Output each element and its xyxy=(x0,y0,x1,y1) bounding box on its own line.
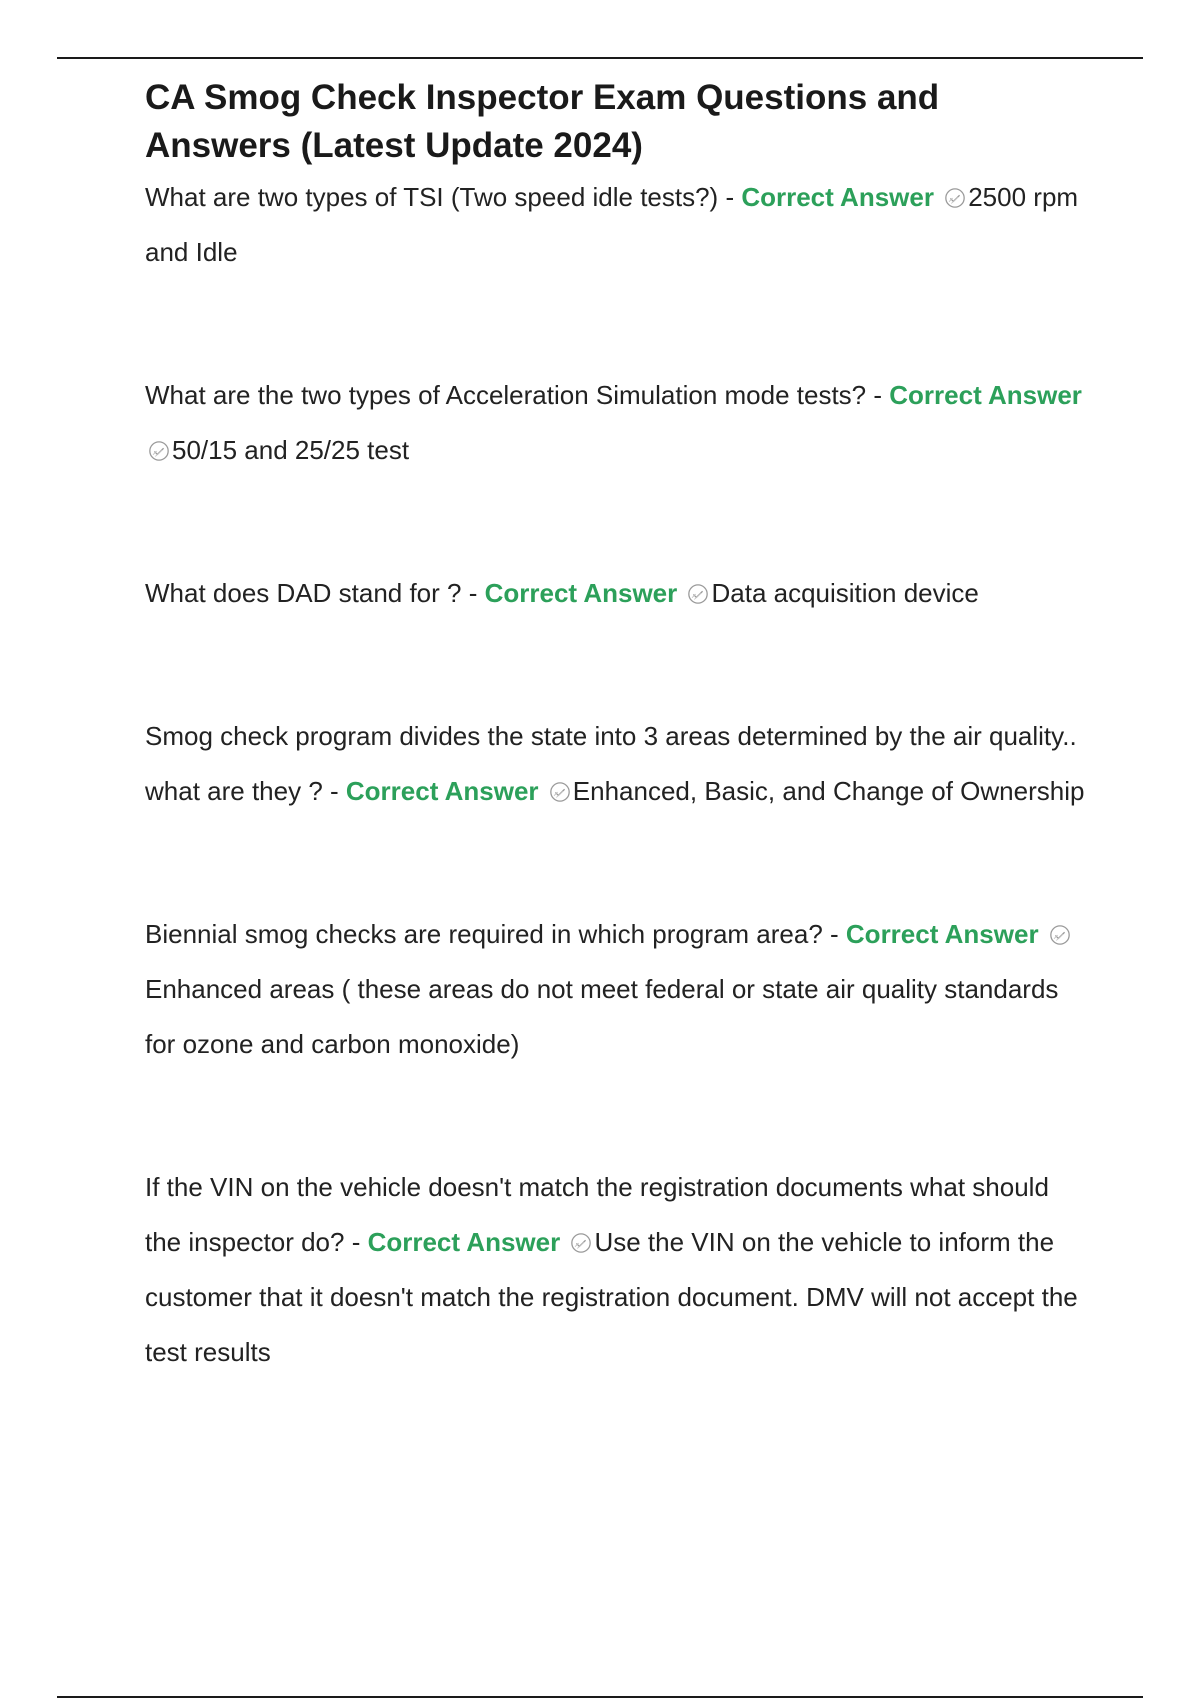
answer-text: Data acquisition device xyxy=(711,578,979,608)
answer-text: Enhanced, Basic, and Change of Ownership xyxy=(572,776,1085,806)
question-text: Smog check program divides the state into 3 areas determined by the air quality.. what are they ? - xyxy=(145,721,1077,806)
qa-item-4 xyxy=(145,709,1090,819)
question-text: What are two types of TSI (Two speed idle tests?) - xyxy=(145,182,742,212)
answer-text: 50/15 and 25/25 test xyxy=(172,435,410,465)
check-circle-icon xyxy=(570,1232,592,1254)
answer-text: Use the VIN on the vehicle to inform the customer that it doesn't match the registration document. DMV will not accept the test results xyxy=(145,1227,1078,1367)
question-text: Biennial smog checks are required in which program area? - xyxy=(145,919,846,949)
check-circle-icon xyxy=(549,781,571,803)
correct-answer-label: Correct Answer xyxy=(484,578,678,608)
check-circle-icon xyxy=(944,187,966,209)
qa-item-6 xyxy=(145,1160,1090,1380)
question-text: What are the two types of Acceleration Simulation mode tests? - xyxy=(145,380,890,410)
check-circle-icon xyxy=(687,583,709,605)
qa-item-5 xyxy=(145,907,1090,1072)
question-text: What does DAD stand for ? - xyxy=(145,578,485,608)
check-circle-icon xyxy=(1049,924,1071,946)
correct-answer-label: Correct Answer xyxy=(345,776,539,806)
question-text: If the VIN on the vehicle doesn't match the registration documents what should the inspector do? - xyxy=(145,1172,1049,1257)
correct-answer-label: Correct Answer xyxy=(367,1227,561,1257)
bottom-rule xyxy=(57,1696,1143,1698)
correct-answer-label: Correct Answer xyxy=(741,182,934,212)
qa-item-1 xyxy=(145,170,1090,280)
answer-text: 2500 rpm and Idle xyxy=(145,182,1079,267)
check-circle-icon xyxy=(148,440,170,462)
document-title: CA Smog Check Inspector Exam Questions and Answers (Latest Update 2024) xyxy=(145,78,940,165)
correct-answer-label: Correct Answer xyxy=(889,380,1082,410)
qa-item-2 xyxy=(145,368,1090,478)
top-rule xyxy=(57,57,1143,59)
document-body xyxy=(145,74,1090,1380)
answer-text: Enhanced areas ( these areas do not meet federal or state air quality standards for ozone and carbon monoxide) xyxy=(145,974,1059,1059)
correct-answer-label: Correct Answer xyxy=(845,919,1039,949)
qa-item-3 xyxy=(145,566,1090,621)
